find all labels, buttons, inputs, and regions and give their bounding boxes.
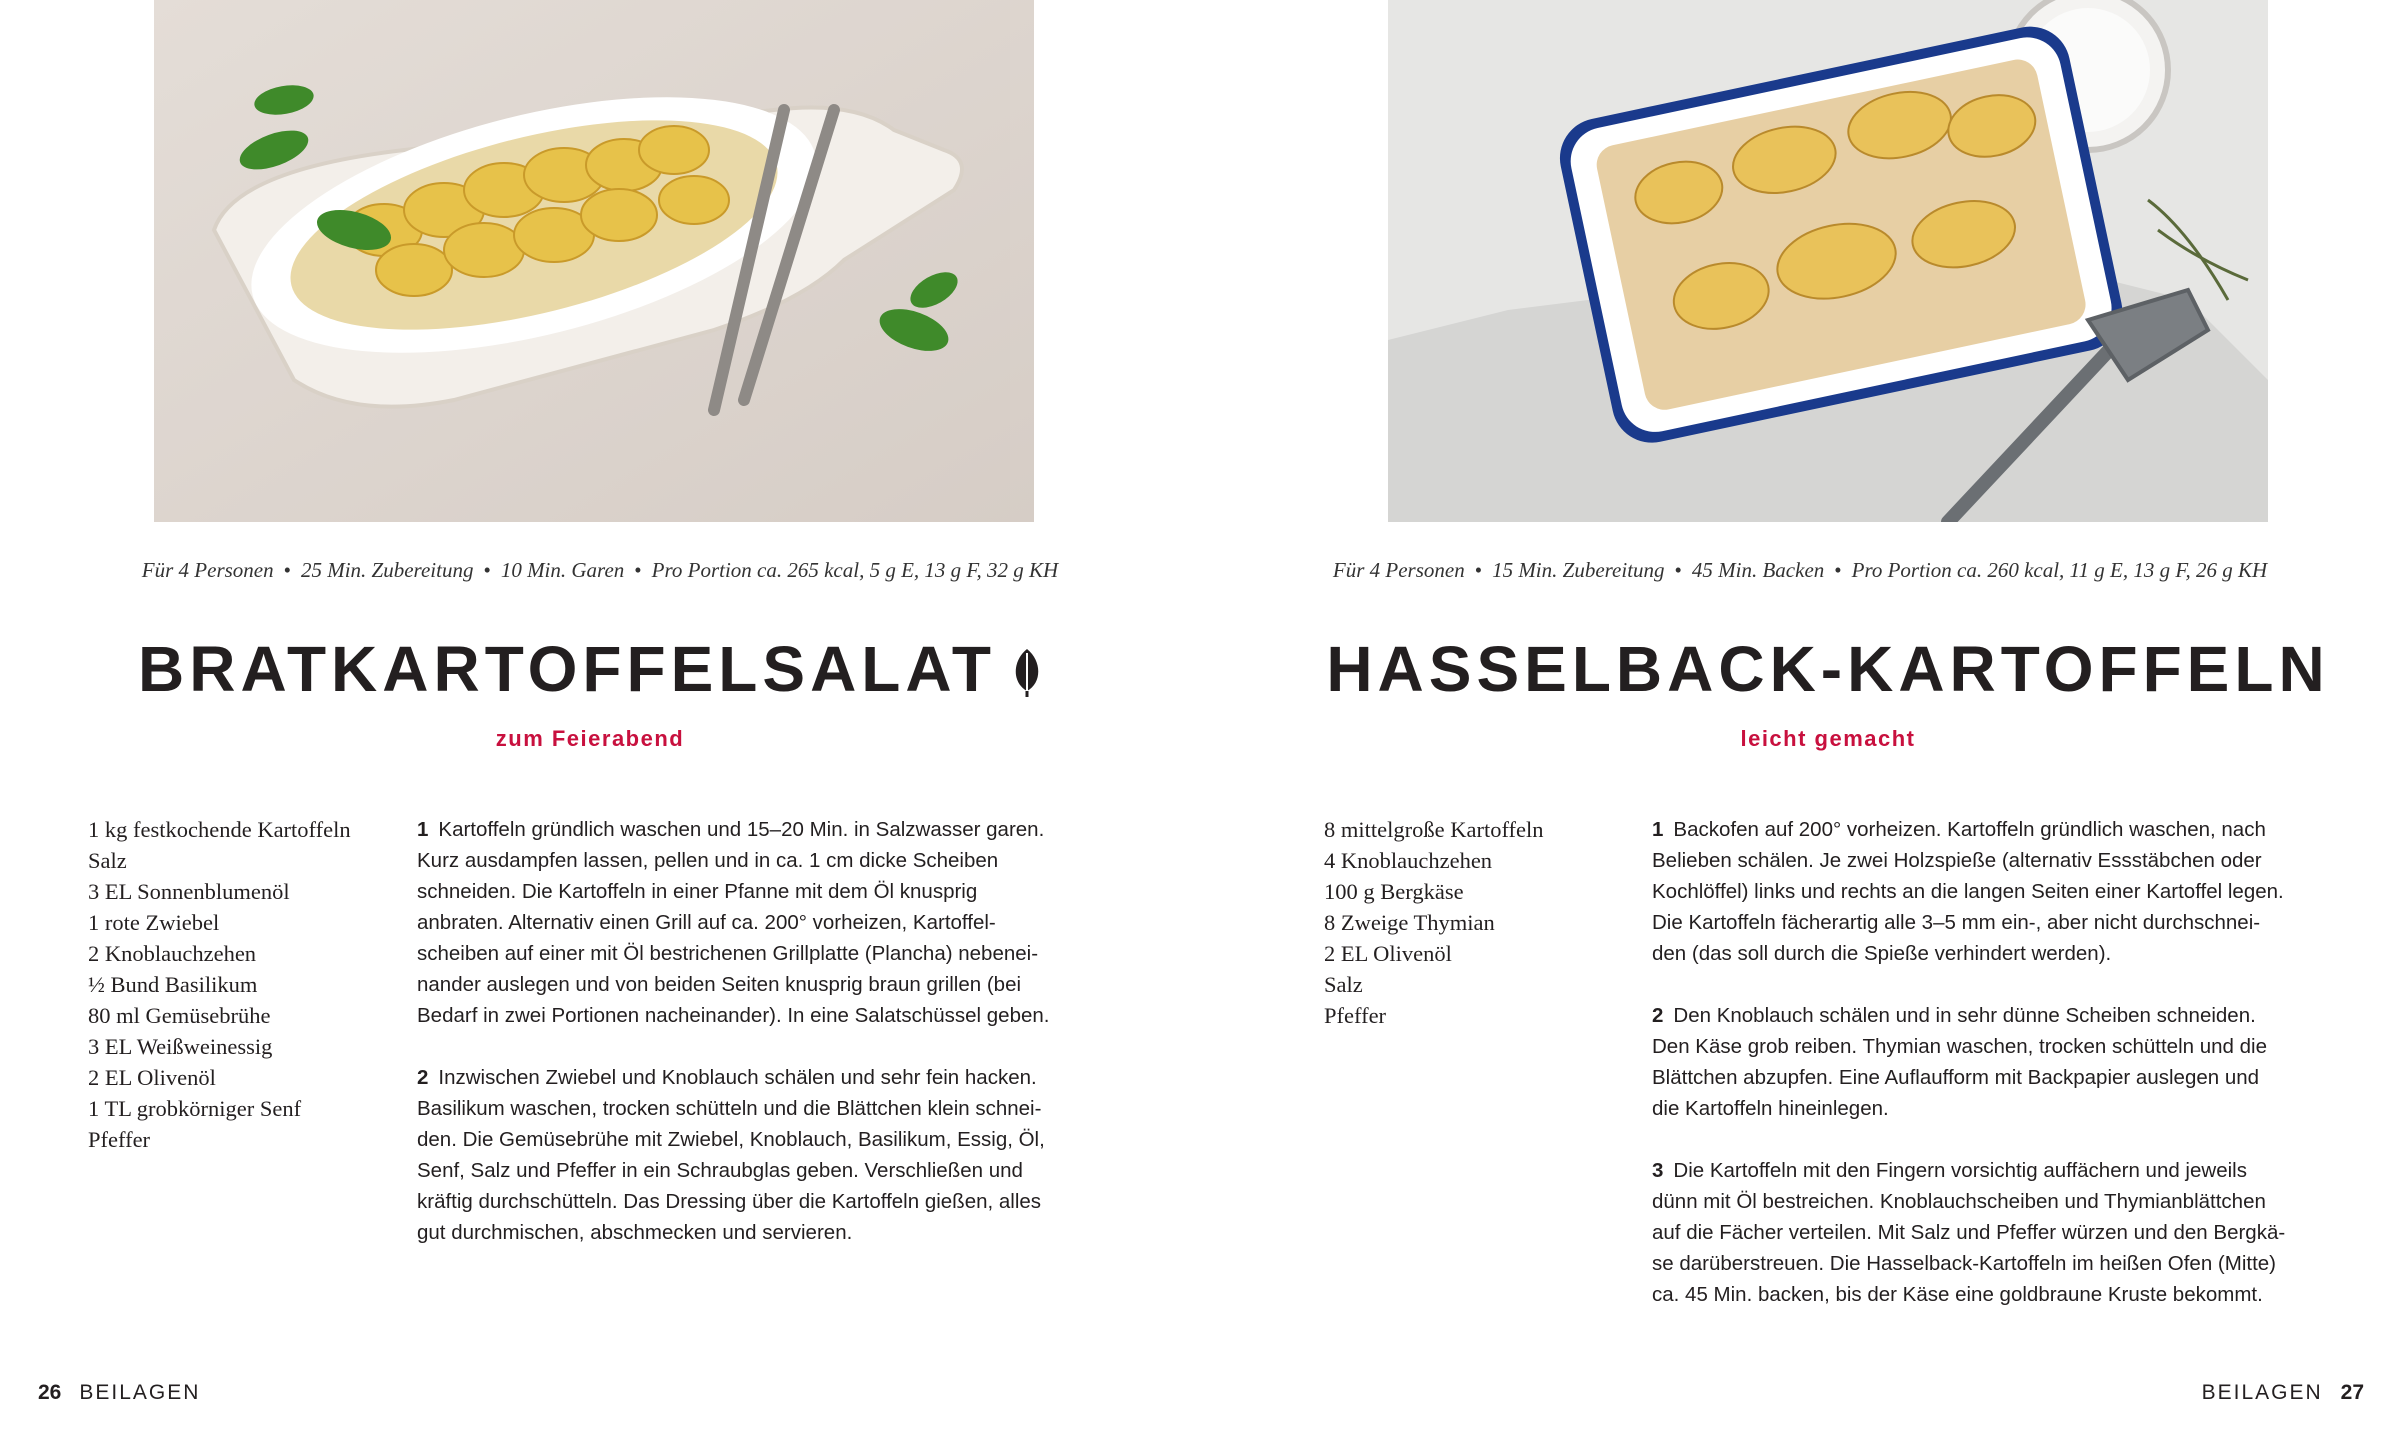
step-line: Bedarf in zwei Portionen nacheinander). In eine Salatschüssel geben. bbox=[417, 1004, 1050, 1027]
instruction-step bbox=[417, 814, 1097, 1031]
step-line: Den Knoblauch schälen und in sehr dünne Scheiben schneiden. bbox=[1673, 1004, 2256, 1027]
page-number: 26 bbox=[38, 1381, 62, 1404]
right-page bbox=[1200, 0, 2400, 1455]
ingredient-item: 3 EL Sonnenblumenöl bbox=[88, 879, 290, 904]
step-line: Senf, Salz und Pfeffer in ein Schraubglas geben. Verschließen und bbox=[417, 1159, 1023, 1182]
step-line: Blättchen abzupfen. Eine Auflaufform mit Backpapier auslegen und bbox=[1652, 1066, 2260, 1089]
step-line: gut durchmischen, abschmecken und servieren. bbox=[417, 1221, 853, 1244]
step-line: nander auslegen und von beiden Seiten knusprig braun grillen (bei bbox=[417, 973, 1022, 996]
instruction-step bbox=[1652, 1000, 2352, 1124]
meta-nutrition: Pro Portion ca. 265 kcal, 5 g E, 13 g F, 32 g KH bbox=[651, 558, 1059, 582]
potato-salad-photo bbox=[154, 0, 1034, 522]
meta-nutrition: Pro Portion ca. 260 kcal, 11 g E, 13 g F, 26 g KH bbox=[1851, 558, 2268, 582]
ingredient-item: 80 ml Gemüsebrühe bbox=[88, 1003, 271, 1028]
ingredient-item: Salz bbox=[1324, 972, 1363, 997]
step-line: schneiden. Die Kartoffeln in einer Pfanne mit dem Öl knusprig bbox=[417, 880, 978, 903]
ingredient-item: Salz bbox=[88, 848, 127, 873]
ingredient-item: Pfeffer bbox=[1324, 1003, 1387, 1028]
ingredient-item: 2 EL Olivenöl bbox=[1324, 941, 1452, 966]
instruction-step bbox=[1652, 1155, 2352, 1310]
step-line: scheiben auf einer mit Öl bestrichenen Grillplatte (Plancha) nebenei- bbox=[417, 942, 1039, 965]
recipe-title: HASSELBACK-KARTOFFELN bbox=[1326, 633, 2330, 705]
step-line: ca. 45 Min. backen, bis der Käse eine goldbraune Kruste bekommt. bbox=[1652, 1283, 2263, 1306]
recipe-subtitle: leicht gemacht bbox=[1740, 726, 1916, 751]
step-number: 2 bbox=[1652, 1004, 1664, 1027]
ingredient-item: Pfeffer bbox=[88, 1127, 151, 1152]
section-name: BEILAGEN bbox=[2201, 1381, 2323, 1404]
meta-servings: Für 4 Personen bbox=[1332, 558, 1465, 582]
ingredient-item: 2 EL Olivenöl bbox=[88, 1065, 216, 1090]
hasselback-potatoes-photo bbox=[1388, 0, 2268, 522]
step-line: die Kartoffeln hineinlegen. bbox=[1652, 1097, 1889, 1120]
ingredient-item: 1 kg festkochende Kartoffeln bbox=[88, 817, 351, 842]
meta-cook-time: 10 Min. Garen bbox=[500, 558, 625, 582]
step-line: Belieben schälen. Je zwei Holzspieße (alternativ Essstäbchen oder bbox=[1652, 849, 2262, 872]
step-number: 1 bbox=[1652, 818, 1664, 841]
instruction-steps bbox=[417, 814, 1097, 1279]
step-number: 2 bbox=[417, 1066, 429, 1089]
step-line: Die Kartoffeln mit den Fingern vorsichtig auffächern und jeweils bbox=[1673, 1159, 2247, 1182]
step-line: Backofen auf 200° vorheizen. Kartoffeln gründlich waschen, nach bbox=[1673, 818, 2266, 841]
step-line: den. Die Gemüsebrühe mit Zwiebel, Knoblauch, Basilikum, Essig, Öl, bbox=[417, 1128, 1045, 1151]
ingredient-list bbox=[1324, 814, 1624, 1031]
step-line: Inzwischen Zwiebel und Knoblauch schälen und sehr fein hacken. bbox=[438, 1066, 1037, 1089]
page-footer bbox=[2202, 1381, 2364, 1405]
step-line: auf die Fächer verteilen. Mit Salz und Pfeffer würzen und den Bergkä- bbox=[1652, 1221, 2286, 1244]
recipe-subtitle: zum Feierabend bbox=[495, 726, 685, 751]
meta-servings: Für 4 Personen bbox=[141, 558, 274, 582]
ingredient-list bbox=[88, 814, 388, 1155]
page-footer bbox=[38, 1381, 200, 1405]
recipe-title bbox=[0, 632, 1190, 706]
instruction-step bbox=[1652, 814, 2352, 969]
meta-bake-time: 45 Min. Backen bbox=[1691, 558, 1825, 582]
step-line: dünn mit Öl bestreichen. Knoblauchscheiben und Thymianblättchen bbox=[1652, 1190, 2266, 1213]
step-line: anbraten. Alternativ einen Grill auf ca. 200° vorheizen, Kartoffel- bbox=[417, 911, 996, 934]
ingredient-item: 8 Zweige Thymian bbox=[1324, 910, 1495, 935]
page-number: 27 bbox=[2340, 1381, 2364, 1404]
ingredient-item: ½ Bund Basilikum bbox=[88, 972, 258, 997]
step-line: Basilikum waschen, trocken schütteln und die Blättchen klein schnei- bbox=[417, 1097, 1042, 1120]
recipe-meta: Für 4 Personen • 15 Min. Zubereitung • 45 Min. Backen • Pro Portion ca. 260 kcal, 11 g E, 13 g F, 26 g KH bbox=[1332, 558, 2268, 582]
step-number: 1 bbox=[417, 818, 429, 841]
step-line: kräftig durchschütteln. Das Dressing über die Kartoffeln gießen, alles bbox=[417, 1190, 1042, 1213]
instruction-steps bbox=[1652, 814, 2352, 1341]
recipe-title-text: BRATKARTOFFELSALAT bbox=[138, 633, 996, 705]
step-line: se darüberstreuen. Die Hasselback-Kartoffeln im heißen Ofen (Mitte) bbox=[1652, 1252, 2277, 1275]
step-line: Kartoffeln gründlich waschen und 15–20 Min. in Salzwasser garen. bbox=[438, 818, 1045, 841]
ingredient-item: 1 TL grobkörniger Senf bbox=[88, 1096, 302, 1121]
ingredient-item: 3 EL Weißweinessig bbox=[88, 1034, 273, 1059]
ingredient-item: 2 Knoblauchzehen bbox=[88, 941, 257, 966]
meta-prep-time: 15 Min. Zubereitung bbox=[1492, 558, 1665, 582]
leaf-icon bbox=[1012, 645, 1042, 697]
section-name: BEILAGEN bbox=[79, 1381, 201, 1404]
ingredient-item: 4 Knoblauchzehen bbox=[1324, 848, 1493, 873]
instruction-step bbox=[417, 1062, 1097, 1248]
ingredient-item: 8 mittelgroße Kartoffeln bbox=[1324, 817, 1544, 842]
step-line: den (das soll durch die Spieße verhindert werden). bbox=[1652, 942, 2112, 965]
step-line: Die Kartoffeln fächerartig alle 3–5 mm ein-, aber nicht durchschnei- bbox=[1652, 911, 2261, 934]
recipe-meta: Für 4 Personen • 25 Min. Zubereitung • 10 Min. Garen • Pro Portion ca. 265 kcal, 5 g E, 13 g F, 32 g KH bbox=[141, 558, 1059, 582]
ingredient-item: 100 g Bergkäse bbox=[1324, 879, 1464, 904]
step-line: Den Käse grob reiben. Thymian waschen, trocken schütteln und die bbox=[1652, 1035, 2267, 1058]
step-line: Kochlöffel) links und rechts an die langen Seiten einer Kartoffel legen. bbox=[1652, 880, 2284, 903]
step-line: Kurz ausdampfen lassen, pellen und in ca. 1 cm dicke Scheiben bbox=[417, 849, 999, 872]
ingredient-item: 1 rote Zwiebel bbox=[88, 910, 220, 935]
step-number: 3 bbox=[1652, 1159, 1664, 1182]
meta-prep-time: 25 Min. Zubereitung bbox=[300, 558, 474, 582]
